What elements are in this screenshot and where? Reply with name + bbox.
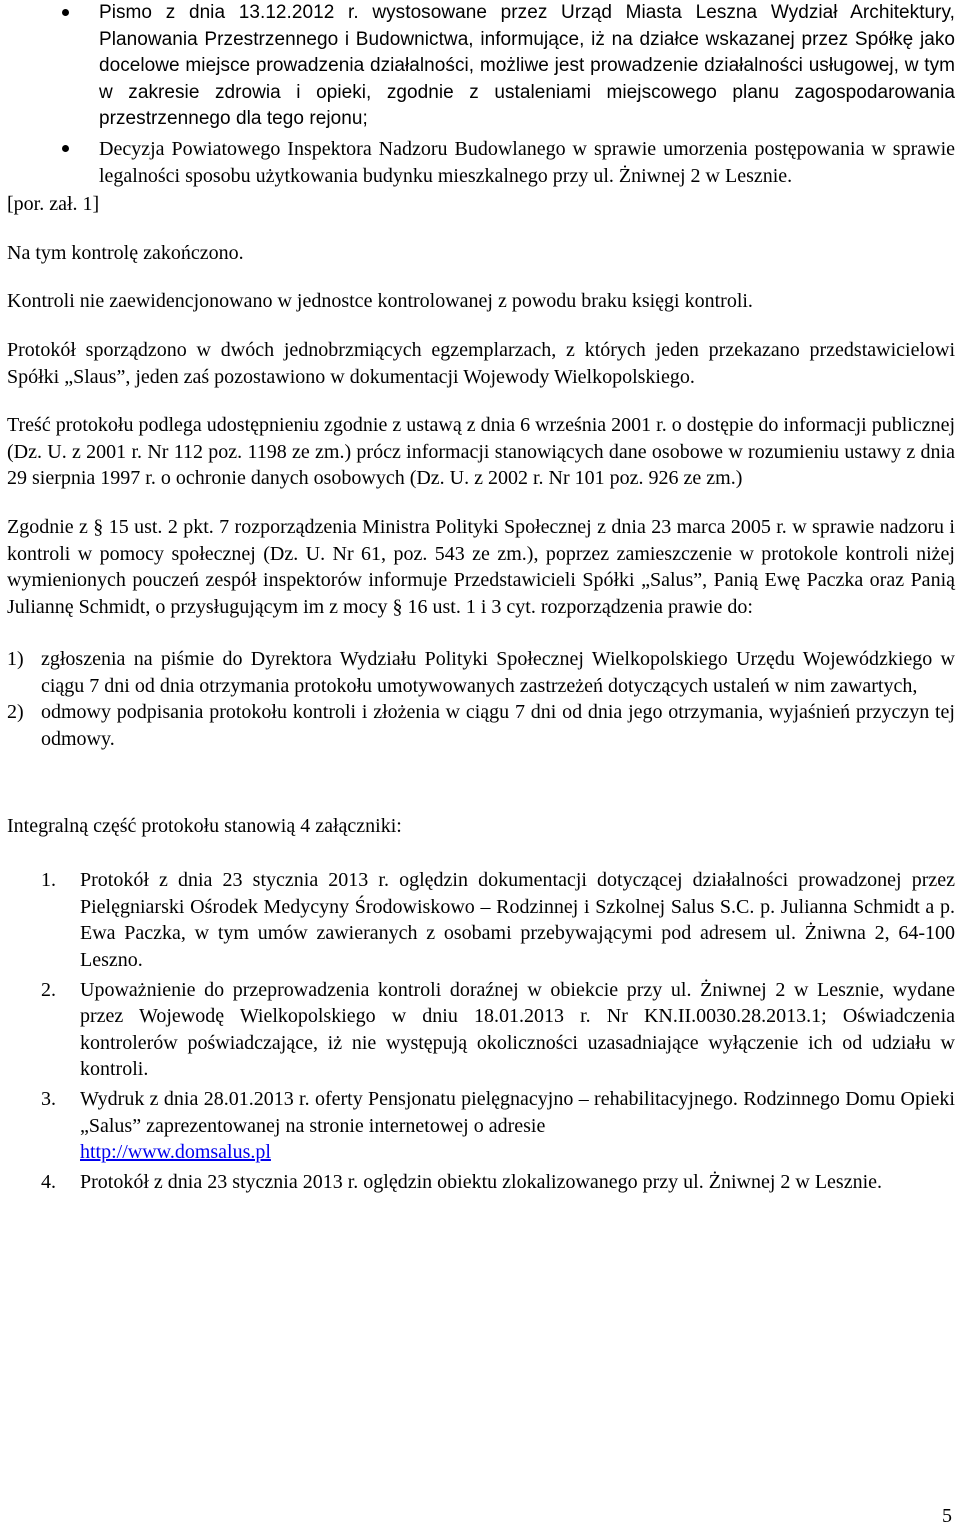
- document-page: [7, 0, 955, 1198]
- list-item-text: Pismo z dnia 13.12.2012 r. wystosowane przez Urząd Miasta Leszna Wydział Architektury, Planowania Przestrzennego i Budownictwa, informujące, iż na działce wskazanej przez Spółkę jako docelowe miejsce prowadzenia działalności, możliwe jest prowadzenie działalności usługowej, w tym w zakresie zdrowia i opieki, zgodnie z ustaleniami miejscowego planu zagospodarowania przestrzennego dla tego rejonu;: [99, 2, 955, 130]
- public-access-paragraph: Treść protokołu podlega udostępnieniu zgodnie z ustawą z dnia 6 września 2001 r. o dostępie do informacji publicznej (Dz. U. z 2001 r. Nr 112 poz. 1198 ze zm.) prócz informacji stanowiących dane osobowe w rozumieniu ustawy z dnia 29 sierpnia 1997 r. o ochronie danych osobowych (Dz. U. z 2002 r. Nr 101 poz. 926 ze zm.): [7, 414, 955, 490]
- page-number: 5: [942, 1505, 952, 1527]
- document-list-bullets: [7, 0, 955, 189]
- list-item-number: 2): [7, 701, 24, 724]
- list-item-text: Decyzja Powiatowego Inspektora Nadzoru Budowlanego w sprawie umorzenia postępowania w sprawie legalności sposobu użytkowania budynku mieszkalnego przy ul. Żniwnej 2 w Lesznie.: [99, 137, 955, 187]
- attachments-list: [7, 867, 955, 1195]
- list-item-number: 1.: [41, 869, 56, 892]
- bullet-icon: [62, 9, 69, 16]
- list-item-text: zgłoszenia na piśmie do Dyrektora Wydziału Polityki Społecznej Wielkopolskiego Urzędu Wojewódzkiego w ciągu 7 dni od dnia otrzymania protokołu umotywowanych zastrzeżeń dotyczących ustaleń w nim zawartych,: [41, 648, 955, 697]
- list-item-number: 4.: [41, 1170, 56, 1193]
- list-item: [7, 646, 955, 699]
- rights-list: [7, 646, 955, 752]
- control-book-note: Kontroli nie zaewidencjonowano w jednostce kontrolowanej z powodu braku księgi kontroli.: [7, 290, 753, 313]
- bullet-icon: [62, 145, 69, 152]
- attachments-heading: Integralną część protokołu stanowią 4 załączniki:: [7, 814, 402, 837]
- list-item-text: Wydruk z dnia 28.01.2013 r. oferty Pensjonatu pielęgnacyjno – rehabilitacyjnego. Rodzinnego Domu Opieki „Salus” zaprezentowanej na stronie internetowej o adresie: [80, 1088, 955, 1137]
- list-item-number: 1): [7, 648, 24, 671]
- list-item-number: 2.: [41, 978, 56, 1001]
- list-item: [7, 1086, 955, 1166]
- list-item-text: Protokół z dnia 23 stycznia 2013 r. oględzin dokumentacji dotyczącej działalności prowadzonej przez Pielęgniarski Ośrodek Medycyny Środowiskowo – Rodzinnej i Szkolnej Salus S.C. p. Julianna Schmidt a p. Ewa Paczka, w tym umów zawieranych z osobami przebywającymi pod adresem ul. Żniwna 2, 64-100 Leszno.: [80, 869, 955, 972]
- list-item-text: Protokół z dnia 23 stycznia 2013 r. oględzin obiektu zlokalizowanego przy ul. Żniwnej 2 w Lesznie.: [80, 1170, 883, 1193]
- list-item: [7, 1169, 955, 1196]
- list-item: [7, 867, 955, 973]
- list-item: [7, 699, 955, 752]
- copies-paragraph: Protokół sporządzono w dwóch jednobrzmiących egzemplarzach, z których jeden przekazano przedstawicielowi Spółki „Slaus”, jeden zaś pozostawiono w dokumentacji Wojewody Wielkopolskiego.: [7, 338, 955, 388]
- list-item: [7, 977, 955, 1083]
- list-item-text: Upoważnienie do przeprowadzenia kontroli doraźnej w obiekcie przy ul. Żniwnej 2 w Lesznie, wydane przez Wojewodę Wielkopolskiego w dniu 18.01.2013 r. Nr KN.II.0030.28.2013.1; Oświadczenia kontrolerów poświadczające, iż nie występują okoliczności uzasadniające wyłączenie ich od udziału w kontroli.: [80, 978, 955, 1081]
- rights-intro-paragraph: Zgodnie z § 15 ust. 2 pkt. 7 rozporządzenia Ministra Polityki Społecznej z dnia 23 marca 2005 r. w sprawie nadzoru i kontroli w pomocy społecznej (Dz. U. Nr 61, poz. 543 ze zm.), poprzez zamieszczenie w protokole kontroli niżej wymienionych pouczeń zespół inspektorów informuje Przedstawicieli Spółki „Salus”, Panią Ewę Paczka oraz Panią Juliannę Schmidt, o przysługującym im z mocy § 16 ust. 1 i 3 cyt. rozporządzenia prawie do:: [7, 515, 955, 618]
- list-item-text: odmowy podpisania protokołu kontroli i złożenia w ciągu 7 dni od dnia jego otrzymania, wyjaśnień przyczyn tej odmowy.: [41, 701, 955, 751]
- website-link[interactable]: http://www.domsalus.pl: [80, 1141, 271, 1164]
- list-item: [7, 0, 955, 133]
- list-item-number: 3.: [41, 1088, 56, 1110]
- closing-statement: Na tym kontrolę zakończono.: [7, 241, 244, 264]
- attachment-reference: [por. zał. 1]: [7, 193, 100, 216]
- list-item: [7, 136, 955, 189]
